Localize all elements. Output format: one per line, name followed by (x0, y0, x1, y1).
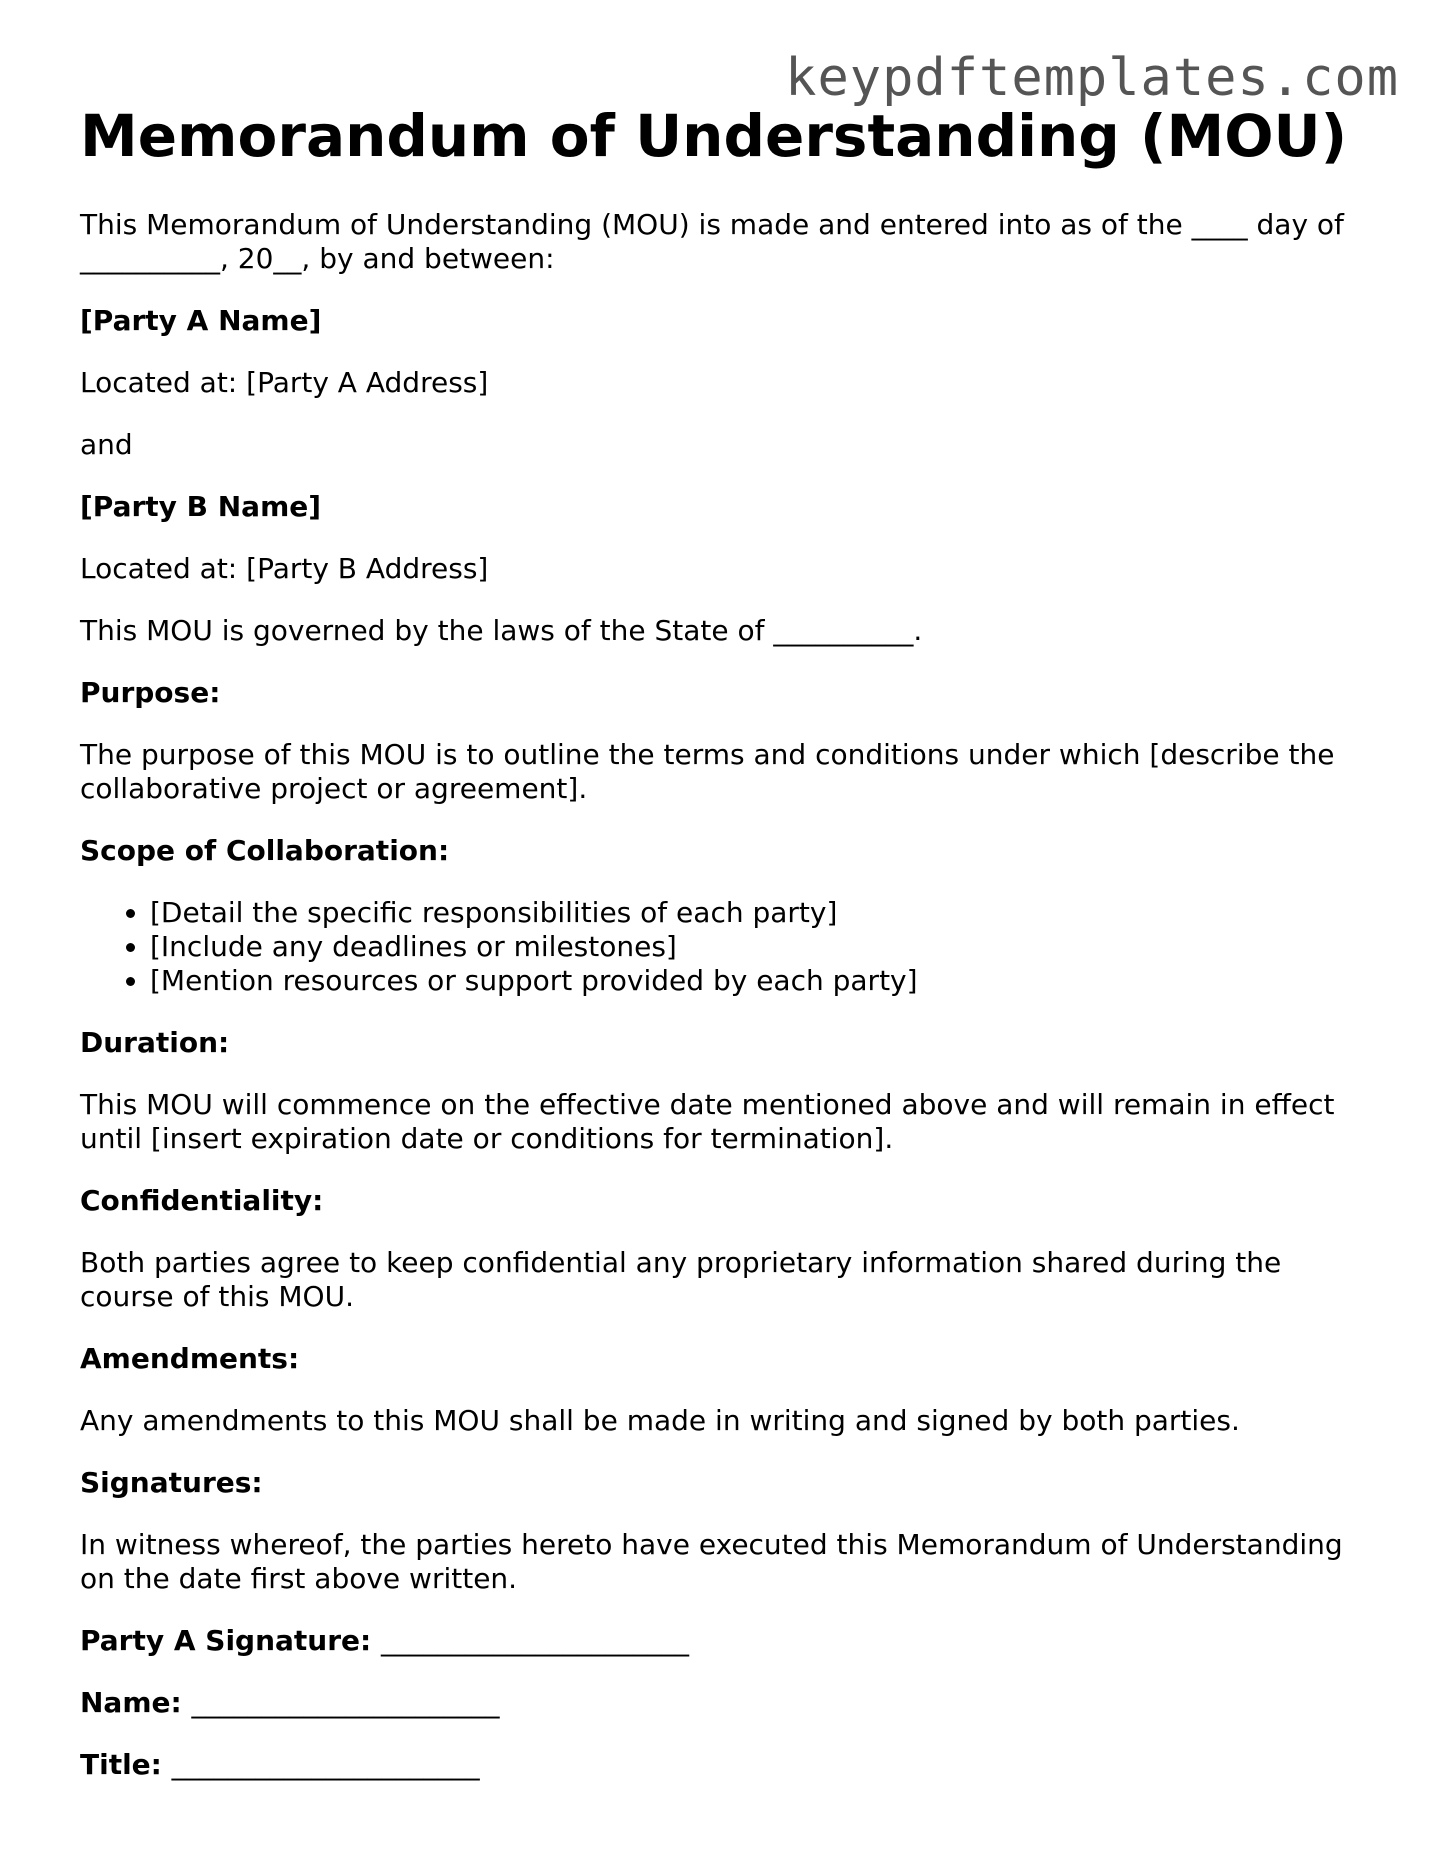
party-b-name: [Party B Name] (80, 490, 322, 523)
confidentiality-text: Both parties agree to keep confidential any proprietary information shared during the course of this MOU. (80, 1246, 1282, 1313)
party-a-signature-line (80, 1624, 1370, 1658)
and-text: and (80, 428, 133, 461)
party-a-address: Located at: [Party A Address] (80, 366, 489, 399)
title-label: Title: (80, 1748, 162, 1781)
duration-heading: Duration: (80, 1026, 230, 1059)
party-a-signature-label: Party A Signature: (80, 1624, 372, 1657)
list-item: • [Detail the specific responsibilities of each party] (150, 896, 1370, 930)
amendments-text: Any amendments to this MOU shall be made in writing and signed by both parties. (80, 1404, 1240, 1437)
name-label: Name: (80, 1686, 182, 1719)
purpose-heading: Purpose: (80, 676, 221, 709)
signatures-text: In witness whereof, the parties hereto have executed this Memorandum of Understanding on the date first above written. (80, 1528, 1343, 1595)
intro-paragraph: This Memorandum of Understanding (MOU) is made and entered into as of the ____ day of __________, 20__, by and between: (80, 208, 1344, 275)
duration-text: This MOU will commence on the effective date mentioned above and will remain in effect until [insert expiration date or conditions for termination]. (80, 1088, 1335, 1155)
scope-list (80, 896, 1370, 998)
party-a-name: [Party A Name] (80, 304, 322, 337)
confidentiality-heading: Confidentiality: (80, 1184, 324, 1217)
title-line (80, 1748, 1370, 1782)
list-item: • [Include any deadlines or milestones] (150, 930, 1370, 964)
scope-heading: Scope of Collaboration: (80, 834, 450, 867)
purpose-text: The purpose of this MOU is to outline the terms and conditions under which [describe the collaborative project or agreement]. (80, 738, 1335, 805)
name-line (80, 1686, 1370, 1720)
list-item: • [Mention resources or support provided by each party] (150, 964, 1370, 998)
signatures-heading: Signatures: (80, 1466, 263, 1499)
amendments-heading: Amendments: (80, 1342, 300, 1375)
name-field[interactable]: ______________________ (191, 1686, 500, 1719)
title-field[interactable]: ______________________ (171, 1748, 480, 1781)
watermark: keypdftemplates.com (785, 48, 1399, 108)
party-b-address: Located at: [Party B Address] (80, 552, 489, 585)
document-page (80, 104, 1370, 1810)
governing-law: This MOU is governed by the laws of the State of __________. (80, 614, 923, 647)
party-a-signature-field[interactable]: ______________________ (380, 1624, 689, 1657)
page-title: Memorandum of Understanding (MOU) (80, 102, 1348, 170)
